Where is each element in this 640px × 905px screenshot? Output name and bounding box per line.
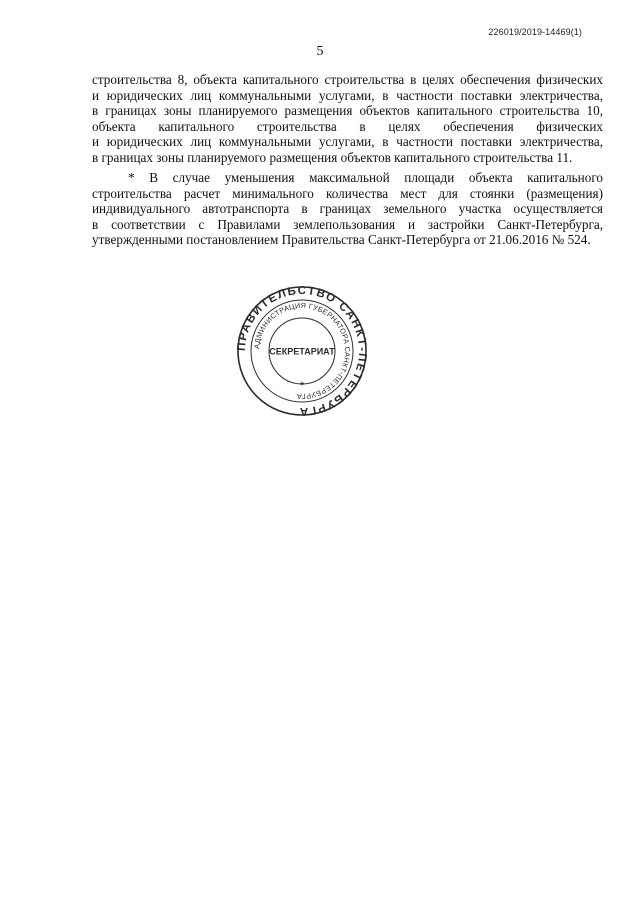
paragraph-line: и юридических лиц коммунальными услугами, в частности поставки электричества, (92, 134, 603, 149)
paragraph-line: индивидуального автотранспорта в границах земельного участка осуществляется (92, 201, 603, 216)
paragraph-line: в границах зоны планируемого размещения объектов капитального строительства 10, (92, 103, 603, 118)
paragraph-line: * В случае уменьшения максимальной площади объекта капитального (128, 170, 603, 185)
seal-graphic (236, 285, 368, 417)
paragraph-line: строительства 8, объекта капитального строительства в целях обеспечения физических (92, 72, 603, 87)
seal-inner-text: АДМИНИСТРАЦИЯ ГУБЕРНАТОРА САНКТ-ПЕТЕРБУРГА (252, 300, 353, 402)
paragraph-line: строительства расчет минимального количества мест для стоянки (размещения) (92, 185, 603, 201)
paragraph-line: и юридических лиц коммунальными услугами, в частности поставки электричества, (92, 87, 603, 103)
seal-star: * (299, 380, 305, 392)
paragraph-line: в границах зоны планируемого размещения объектов капитального строительства 11. (92, 149, 573, 165)
paragraph-line: в соответствии с Правилами землепользования и застройки Санкт-Петербурга, (92, 216, 603, 232)
paragraph-line: утвержденными постановлением Правительства Санкт-Петербурга от 21.06.2016 № 524. (92, 232, 591, 247)
seal-outer-text: ПРАВИТЕЛЬСТВО САНКТ-ПЕТЕРБУРГА (236, 285, 368, 417)
seal-center-text: СЕКРЕТАРИАТ (269, 346, 335, 357)
paragraph-1 (92, 72, 603, 165)
paragraph-line: объекта капитального строительства в целях обеспечения физических (92, 118, 603, 134)
page-number: 5 (316, 44, 324, 59)
paragraph-2 (92, 170, 603, 248)
document-number: 226019/2019-14469(1) (488, 27, 582, 37)
official-seal (236, 285, 368, 417)
